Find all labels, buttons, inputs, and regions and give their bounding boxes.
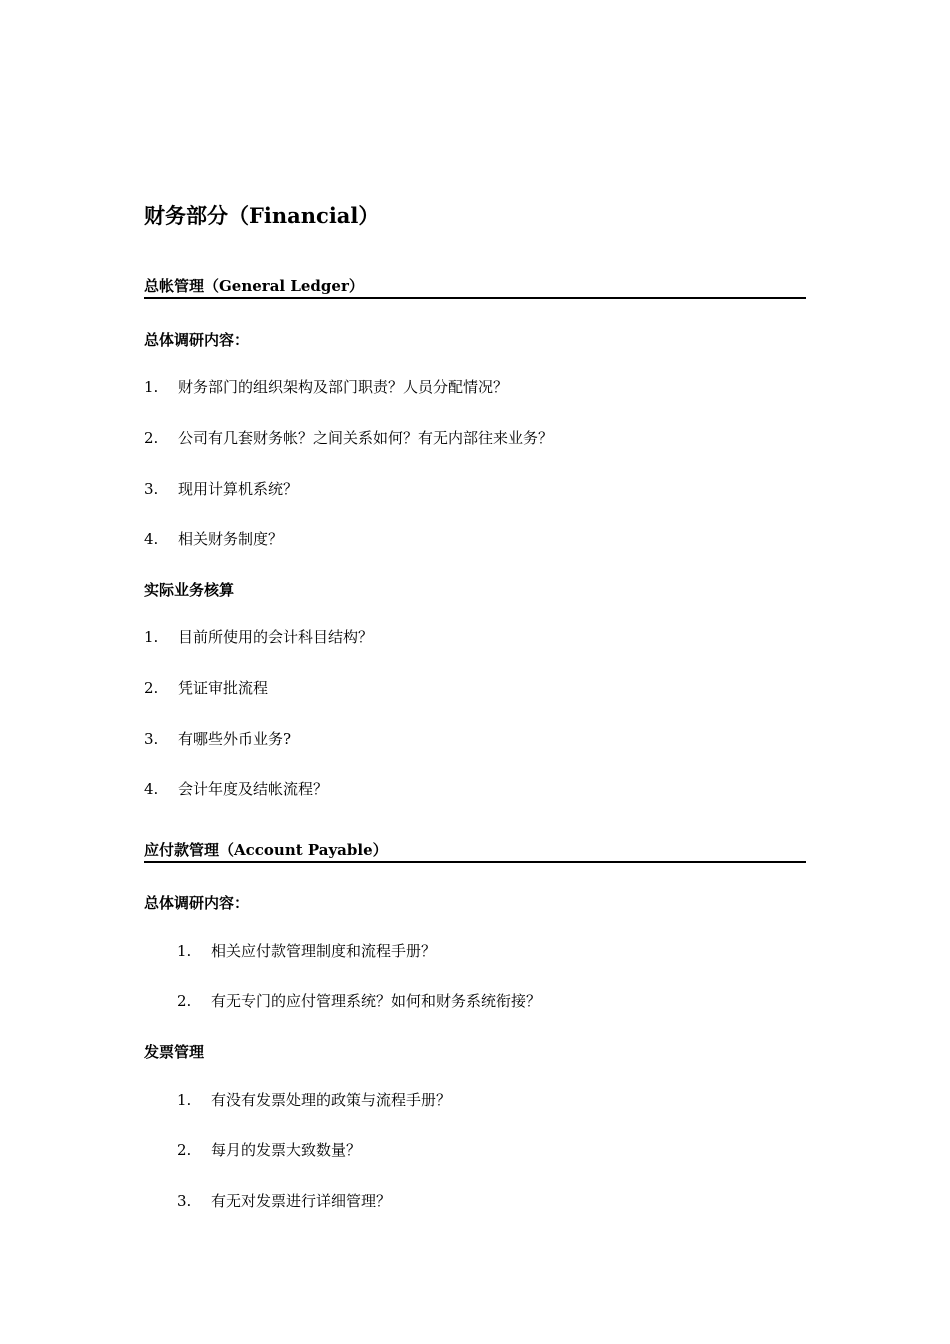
list-item: 1. 目前所使用的会计科目结构？ (144, 628, 374, 646)
group-label: 总体调研内容： (144, 894, 250, 912)
group-label: 总体调研内容： (144, 331, 250, 349)
list-item: 3. 现用计算机系统？ (144, 480, 299, 498)
list-item: 1. 有没有发票处理的政策与流程手册？ (177, 1091, 452, 1109)
section-heading-account-payable: 应付款管理（Account Payable） (144, 840, 806, 863)
list-item: 3. 有哪些外币业务? (144, 730, 292, 748)
page-title: 财务部分（Financial） (144, 203, 380, 228)
list-item: 4. 相关财务制度？ (144, 530, 284, 548)
list-item: 1. 相关应付款管理制度和流程手册？ (177, 942, 437, 960)
section-heading-general-ledger: 总帐管理（General Ledger） (144, 276, 806, 299)
group-label: 发票管理 (144, 1043, 205, 1061)
group-label: 实际业务核算 (144, 581, 235, 599)
list-item: 2. 公司有几套财务帐？之间关系如何？有无内部往来业务？ (144, 429, 554, 447)
list-item: 2. 每月的发票大致数量？ (177, 1141, 362, 1159)
list-item: 2. 凭证审批流程 (144, 679, 269, 697)
list-item: 1. 财务部门的组织架构及部门职责？人员分配情况？ (144, 378, 509, 396)
list-item: 3. 有无对发票进行详细管理？ (177, 1192, 392, 1210)
list-item: 4. 会计年度及结帐流程？ (144, 780, 329, 798)
list-item: 2. 有无专门的应付管理系统？如何和财务系统衔接？ (177, 992, 542, 1010)
